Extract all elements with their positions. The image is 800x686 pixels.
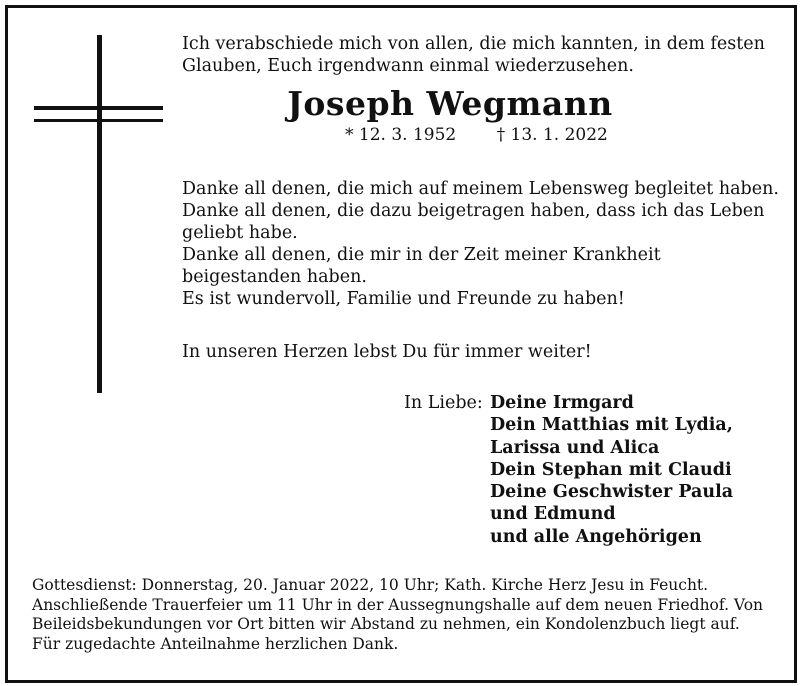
thanks-line: Danke all denen, die mir in der Zeit meiner Krankheit xyxy=(182,245,661,265)
heart-line: In unseren Herzen lebst Du für immer weiter! xyxy=(182,342,592,362)
footer-line: Für zugedachte Anteilnahme herzlichen Dank. xyxy=(32,634,399,653)
family-line: und alle Angehörigen xyxy=(490,526,702,547)
family-line: Larissa und Alica xyxy=(490,437,660,458)
thanks-line: Es ist wundervoll, Familie und Freunde zu haben! xyxy=(182,289,625,309)
footer-line: Anschließende Trauerfeier um 11 Uhr in der Aussegnungshalle auf dem neuen Friedhof. Von xyxy=(32,595,764,614)
thanks-line: geliebt habe. xyxy=(182,223,298,243)
cross-horizontal-bar-bottom xyxy=(34,119,163,122)
thanks-line: Danke all denen, die dazu beigetragen haben, dass ich das Leben xyxy=(182,201,765,221)
thanks-line: beigestanden haben. xyxy=(182,267,367,287)
family-list xyxy=(490,392,733,548)
cross-vertical-bar xyxy=(97,35,102,393)
intro-line: Glauben, Euch irgendwann einmal wiederzusehen. xyxy=(182,56,634,76)
deceased-name: Joseph Wegmann xyxy=(287,84,613,123)
footer-line: Beileidsbekundungen vor Ort bitten wir Abstand zu nehmen, ein Kondolenzbuch liegt auf. xyxy=(32,615,740,633)
thanks-line: Danke all denen, die mich auf meinem Lebensweg begleitet haben. xyxy=(182,179,779,199)
service-info xyxy=(32,576,763,654)
family-line: Dein Matthias mit Lydia, xyxy=(490,415,733,436)
in-love-label: In Liebe: xyxy=(404,393,483,413)
family-line: Deine Irmgard xyxy=(490,393,634,413)
birth-date: * 12. 3. 1952 xyxy=(345,125,457,145)
thanks-text xyxy=(182,178,779,310)
death-date: † 13. 1. 2022 xyxy=(496,125,608,145)
family-line: Deine Geschwister Paula xyxy=(490,482,734,503)
family-line: Dein Stephan mit Claudi xyxy=(490,459,732,480)
life-dates xyxy=(345,124,608,146)
footer-line: Gottesdienst: Donnerstag, 20. Januar 2022, 10 Uhr; Kath. Kirche Herz Jesu in Feucht. xyxy=(32,576,709,594)
family-line: und Edmund xyxy=(490,504,616,525)
intro-text xyxy=(182,33,765,77)
cross-horizontal-bar-top xyxy=(34,106,163,110)
intro-line: Ich verabschiede mich von allen, die mich kannten, in dem festen xyxy=(182,34,765,54)
